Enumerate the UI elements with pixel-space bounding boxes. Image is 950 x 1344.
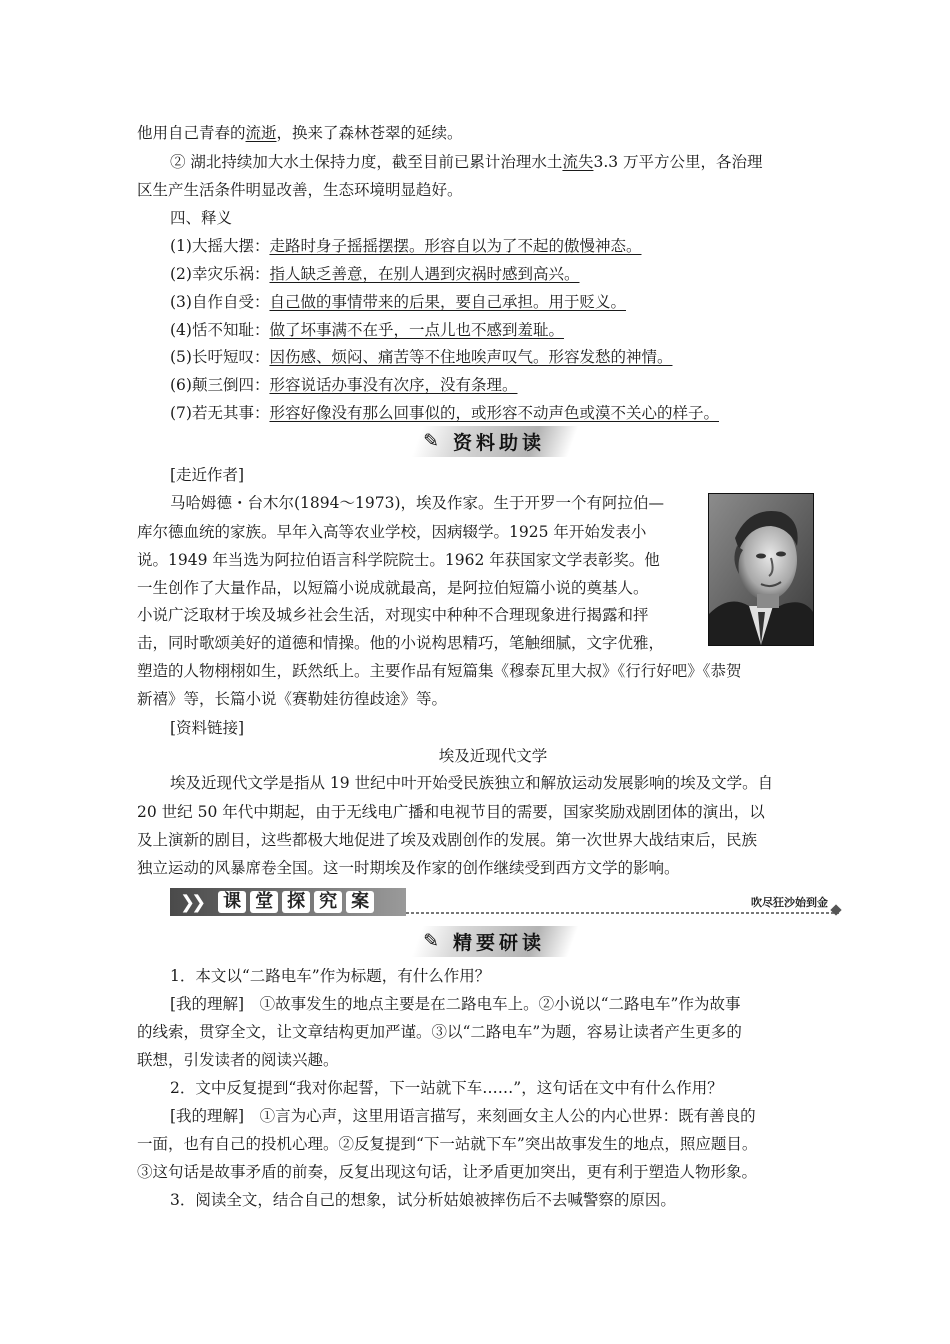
author-line: 新禧》等，长篇小说《赛勒娃彷徨歧途》等。 bbox=[137, 690, 448, 708]
definitions-heading: 四、释义 bbox=[170, 209, 233, 227]
underlined-word: 流失 bbox=[562, 153, 594, 171]
definition-term: (2)幸灾乐祸： bbox=[170, 265, 270, 283]
definition-item bbox=[170, 375, 517, 395]
banner-reading bbox=[415, 928, 575, 954]
intro-line-1 bbox=[137, 123, 463, 143]
portrait-image bbox=[709, 494, 813, 645]
definition-meaning: 形容说话办事没有次序，没有条理。 bbox=[269, 376, 518, 394]
intro-line-3: 区生产生活条件明显改善，生态环境明显趋好。 bbox=[137, 181, 463, 199]
answer-2-line: 一面，也有自己的投机心理。②反复提到“下一站就下车”突出故事发生的地点，照应题目。 bbox=[137, 1135, 758, 1153]
section-title-char: 探 bbox=[282, 891, 310, 913]
author-line: 击，同时歌颂美好的道德和情操。他的小说构思精巧，笔触细腻，文字优雅， bbox=[137, 634, 665, 652]
author-line: 马哈姆德・台木尔(1894～1973)，埃及作家。生于开罗一个有阿拉伯— bbox=[170, 494, 664, 512]
author-line: 小说广泛取材于埃及城乡社会生活，对现实中种种不合理现象进行揭露和抨 bbox=[137, 606, 649, 624]
answer-1-line: 的线索，贯穿全文，让文章结构更加严谨。③以“二路电车”为题，容易让读者产生更多的 bbox=[137, 1023, 742, 1041]
definition-term: (6)颠三倒四： bbox=[170, 376, 270, 394]
definition-term: (7)若无其事： bbox=[170, 404, 270, 422]
section-bar-left bbox=[170, 888, 406, 916]
banner-box bbox=[411, 426, 578, 457]
intro-line-2 bbox=[170, 152, 763, 172]
text-span: 他用自己青春的 bbox=[137, 124, 246, 142]
definition-meaning: 指人缺乏善意，在别人遇到灾祸时感到高兴。 bbox=[269, 265, 580, 283]
text-span: ② 湖北持续加大水土保持力度，截至目前已累计治理水土 bbox=[170, 153, 563, 171]
definition-item bbox=[170, 403, 719, 423]
definition-item bbox=[170, 236, 641, 256]
author-photo bbox=[708, 493, 814, 646]
definition-item bbox=[170, 320, 564, 340]
link-line: 20 世纪 50 年代中期起，由于无线电广播和电视节目的需要，国家奖励戏剧团体的演出，以 bbox=[137, 803, 765, 821]
text-span: 3.3 万平方公里，各治理 bbox=[593, 153, 763, 171]
answer-1-line: 联想，引发读者的阅读兴趣。 bbox=[137, 1051, 339, 1069]
underlined-word: 流逝 bbox=[245, 124, 277, 142]
question-2: 2．文中反复提到“我对你起誓，下一站就下车……”，这句话在文中有什么作用？ bbox=[170, 1079, 723, 1097]
text-span: ，换来了森林苍翠的延续。 bbox=[276, 124, 463, 142]
link-line: 及上演新的剧目，这些都极大地促进了埃及戏剧创作的发展。第一次世界大战结束后，民族 bbox=[137, 831, 758, 849]
section-title-char: 堂 bbox=[250, 891, 278, 913]
section-title-char: 案 bbox=[346, 891, 374, 913]
definition-meaning: 做了坏事满不在乎，一点儿也不感到羞耻。 bbox=[269, 321, 564, 339]
author-line: 说。1949 年当选为阿拉伯语言科学院院士。1962 年获国家文学表彰奖。他 bbox=[137, 551, 660, 569]
section-rule bbox=[406, 912, 840, 914]
answer-2-line: [我的理解] ①言为心声，这里用语言描写，来刻画女主人公的内心世界：既有善良的 bbox=[170, 1107, 756, 1125]
question-3: 3．阅读全文，结合自己的想象，试分析姑娘被摔伤后不去喊警察的原因。 bbox=[170, 1191, 676, 1209]
pen-icon: ✎ bbox=[423, 429, 444, 452]
section-title-char: 课 bbox=[218, 891, 246, 913]
pen-icon: ✎ bbox=[423, 929, 444, 952]
definition-item bbox=[170, 264, 579, 284]
author-line: 一生创作了大量作品，以短篇小说成就最高，是阿拉伯短篇小说的奠基人。 bbox=[137, 579, 649, 597]
definition-term: (3)自作自受： bbox=[170, 293, 270, 311]
author-label: [走近作者] bbox=[170, 466, 245, 484]
answer-2-line: ③这句话是故事矛盾的前奏，反复出现这句话，让矛盾更加突出，更有利于塑造人物形象。 bbox=[137, 1163, 758, 1181]
definition-term: (1)大摇大摆： bbox=[170, 237, 270, 255]
banner-title: 精要研读 bbox=[452, 931, 545, 954]
definition-meaning: 因伤感、烦闷、痛苦等不住地唉声叹气。形容发愁的神情。 bbox=[269, 348, 673, 366]
link-line: 埃及近现代文学是指从 19 世纪中叶开始受民族独立和解放运动发展影响的埃及文学。自 bbox=[170, 774, 774, 792]
banner-title: 资料助读 bbox=[452, 431, 545, 454]
banner-box bbox=[411, 926, 578, 957]
definition-item bbox=[170, 292, 626, 312]
definition-meaning: 走路时身子摇摇摆摆。形容自以为了不起的傲慢神态。 bbox=[269, 237, 642, 255]
definition-term: (4)恬不知耻： bbox=[170, 321, 270, 339]
section-title-char: 究 bbox=[314, 891, 342, 913]
section-slogan: 吹尽狂沙始到金 bbox=[751, 896, 828, 909]
definition-meaning: 自己做的事情带来的后果，要自己承担。用于贬义。 bbox=[269, 293, 626, 311]
link-title-text: 埃及近现代文学 bbox=[438, 747, 548, 765]
question-1: 1．本文以“二路电车”作为标题，有什么作用？ bbox=[170, 967, 491, 985]
link-title bbox=[0, 746, 950, 766]
section-title bbox=[218, 891, 374, 913]
definition-item bbox=[170, 347, 672, 367]
answer-1-line: [我的理解] ①故事发生的地点主要是在二路电车上。②小说以“二路电车”作为故事 bbox=[170, 995, 741, 1013]
banner-materials bbox=[415, 428, 575, 454]
double-chevron-icon: ❯❯ bbox=[180, 891, 203, 913]
section-bar bbox=[170, 888, 840, 916]
link-line: 独立运动的风暴席卷全国。这一时期埃及作家的创作继续受到西方文学的影响。 bbox=[137, 859, 680, 877]
definition-meaning: 形容好像没有那么回事似的，或形容不动声色或漠不关心的样子。 bbox=[269, 404, 719, 422]
link-label: [资料链接] bbox=[170, 719, 245, 737]
definition-term: (5)长吁短叹： bbox=[170, 348, 270, 366]
author-line: 塑造的人物栩栩如生，跃然纸上。主要作品有短篇集《穆泰瓦里大叔》《行行好吧》《恭贺 bbox=[137, 662, 742, 680]
author-line: 库尔德血统的家族。早年入高等农业学校，因病辍学。1925 年开始发表小 bbox=[137, 523, 647, 541]
